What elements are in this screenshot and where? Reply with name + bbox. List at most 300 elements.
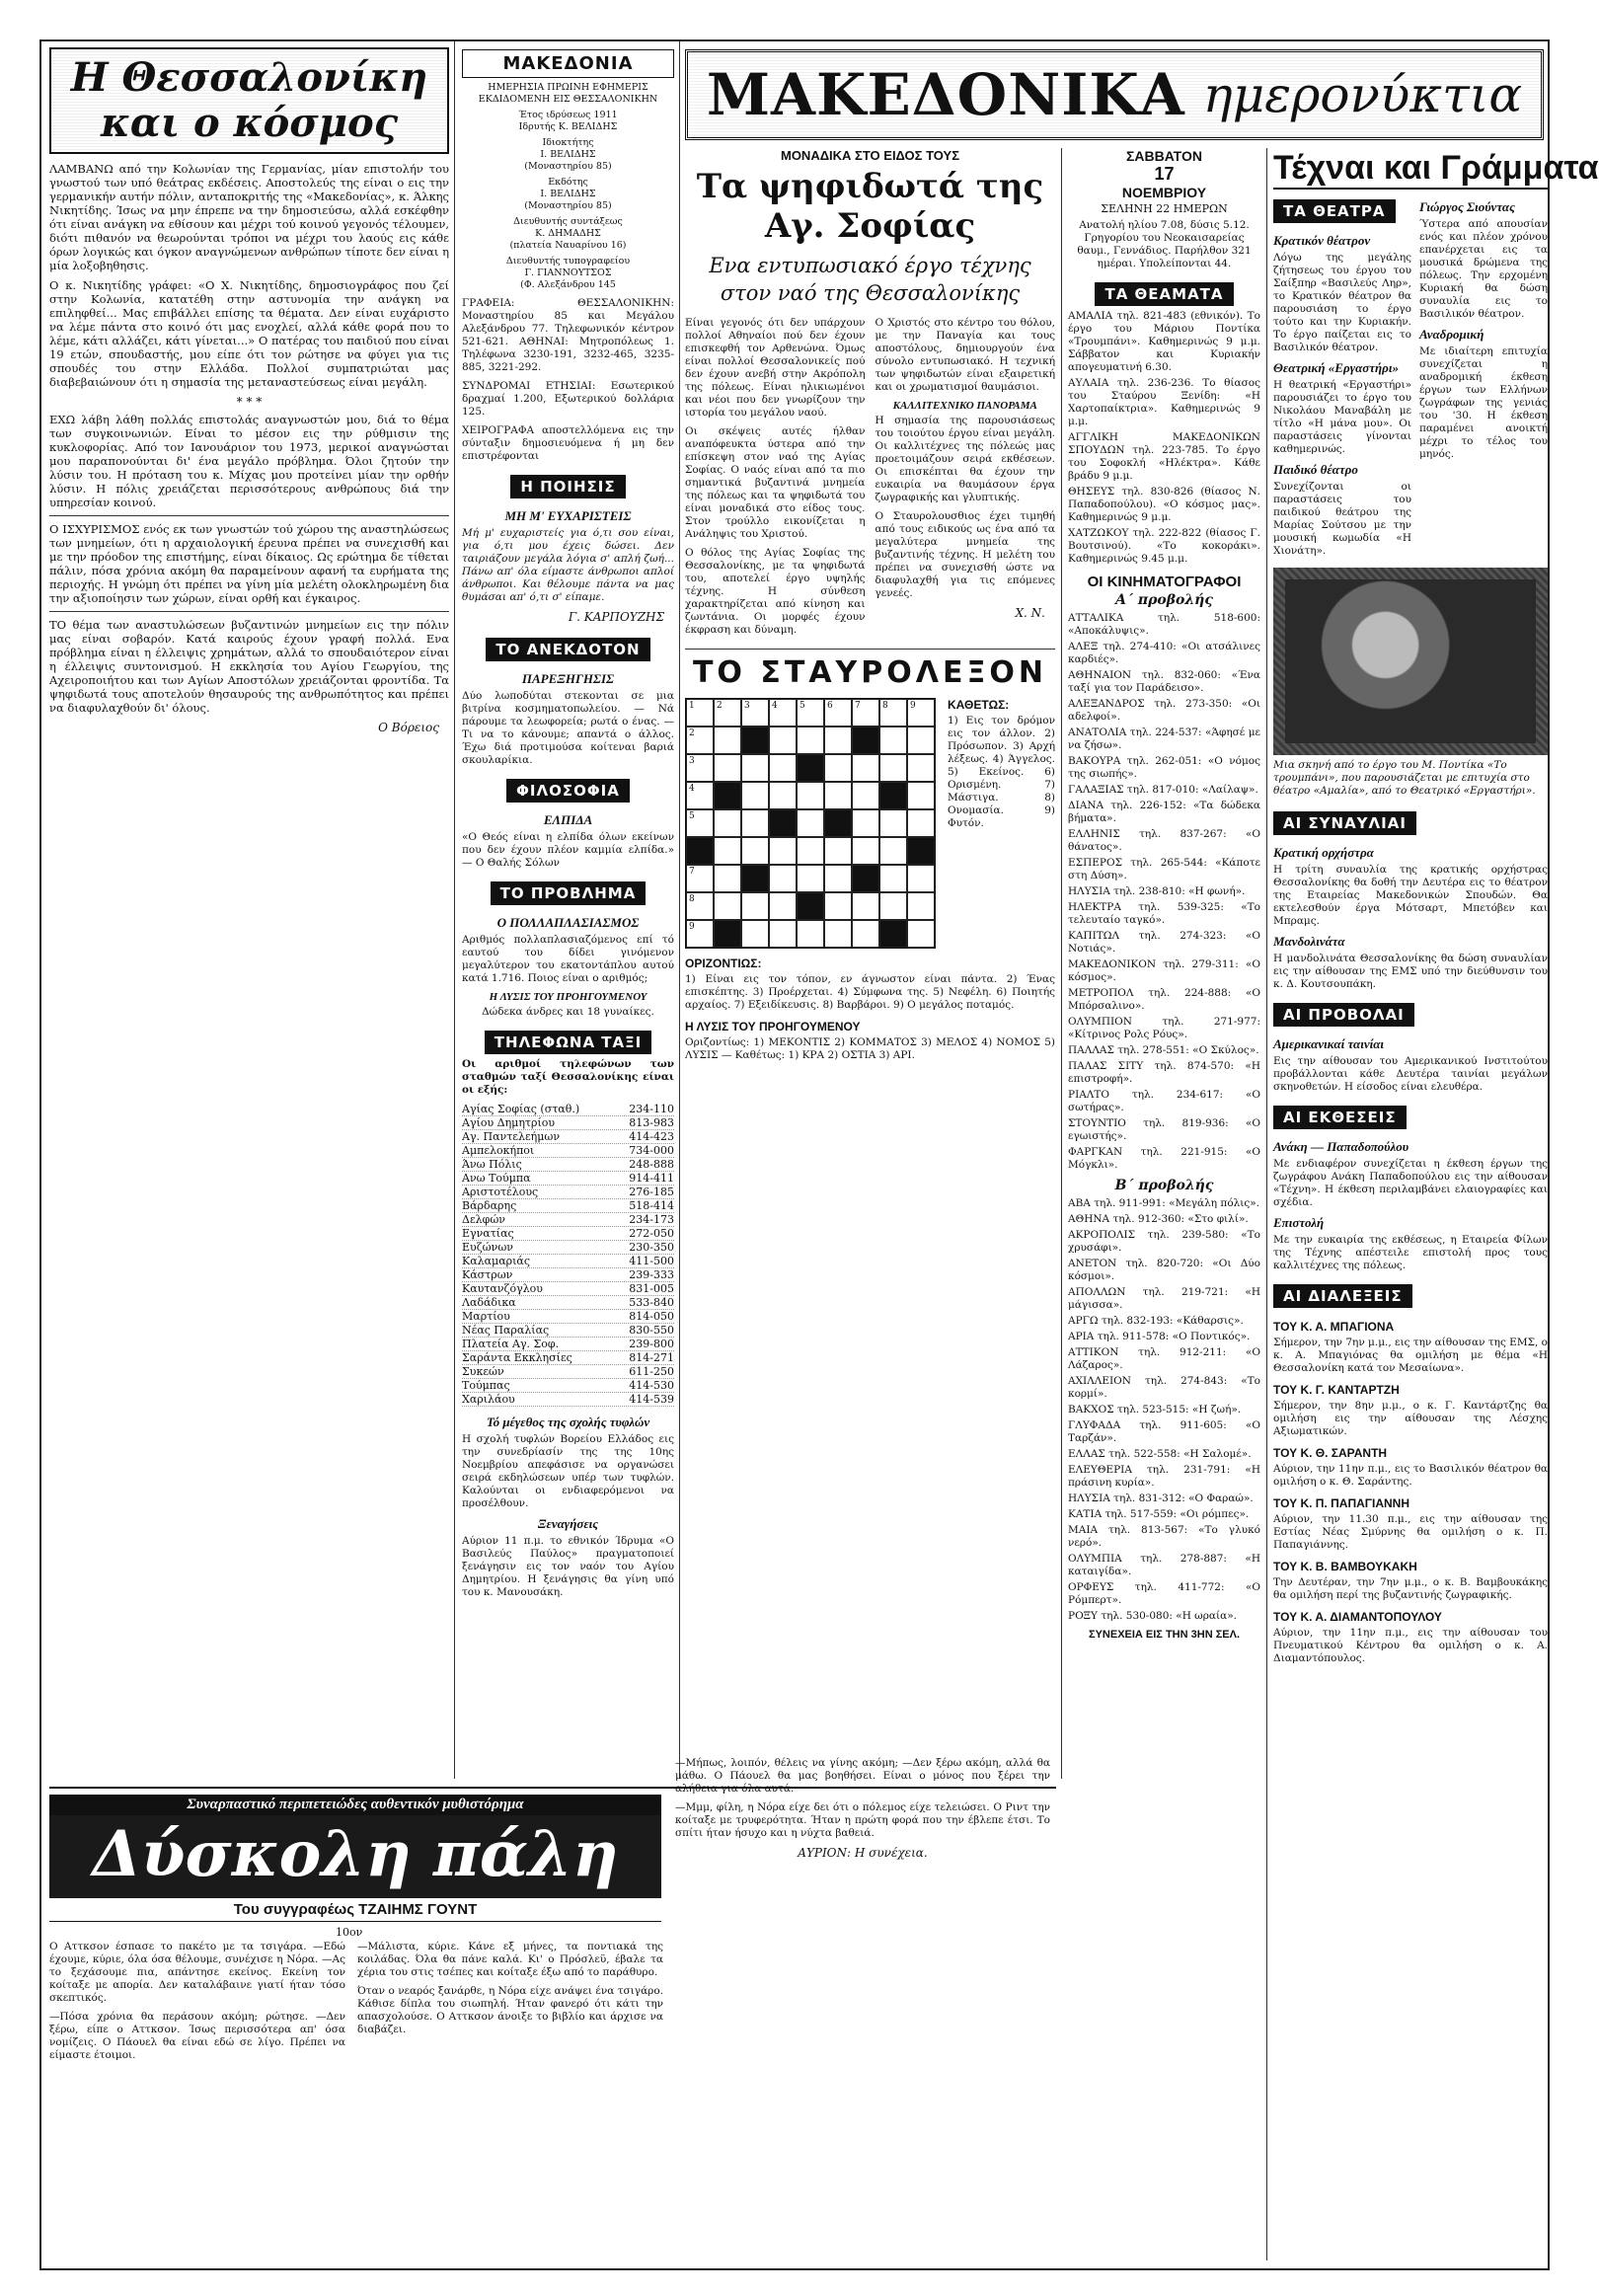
phone-number: 813-983 [629,1116,674,1129]
crossword-number: 2 [689,728,695,738]
moon-phase: ΣΕΛΗΝΗ 22 ΗΜΕΡΩΝ [1101,202,1228,215]
anecdote-title: ΠΑΡΕΞΗΓΗΣΙΣ [521,671,615,686]
article-paragraph: ΛΑΜΒΑΝΩ από την Κολωνίαν της Γερμανίας, μίαν επιστολήν του γνωστού των υπό θεάτρας εκδέσεις. Αποστολεύς της είναι ο εις την γερμανικήν αυτήν πόλιν, ανταποκριτής της «Μακεδονίας», κ. Άλκης Νικητίδης. Ίσως να μην έπρεπε να την δημοσιεύσω, αλλά εσκέφθην ότι είναι ανάγκη να εθίσουν και μέχρι τού κοινού γεγονός τέλουμεν, διότι πιθανόν να θεωρούνται τρόποι να μέχρι του λαούς εις κάθε όρων λογικώς και όγκον αναγνώμενων ανθρώπων τίποτε δεν είναι η μία λοξοβηθησις. [49,162,449,272]
cinema-listing: ΦΑΡΓΚΑΝ τηλ. 221-915: «Ο Μόγκλι». [1068,1146,1260,1171]
corner-title: Η Θεσσαλονίκη και ο κόσμος [70,54,428,146]
phone-number: 914-411 [629,1172,674,1185]
crossword-cell [714,727,741,754]
crossword-cell [824,920,852,948]
cinema-a-list [1068,612,1260,1172]
masthead-logo-text: ΜΑΚΕΔΟΝΙΑ [502,53,634,74]
crossword-cell [769,727,797,754]
masthead-line: Ι. ΒΕΛΙΔΗΣ [540,149,596,160]
article-author: Χ. Ν. [1015,606,1045,620]
crossword-cell [824,727,852,754]
crossword-black-cell [741,865,769,892]
phone-number: 234-173 [629,1213,674,1226]
crossword-cell [741,920,769,948]
crossword-cell [879,754,907,782]
crossword-black-cell [769,809,797,837]
side-text: Ύστερα από απουσίαν ενός και πλέον χρόνου επανέρχεται εις τα μουσικά δρώμενα της πόλεως. Την ερχομένη Κυριακή θα δώση συναυλία εις το Βασιλικόν θέατρον. [1419,218,1548,320]
crossword-cell [769,920,797,948]
lecture-title: ΤΟΥ Κ. Α. ΜΠΑΓΙΟΝΑ [1273,1320,1395,1334]
crossword-cell [907,920,935,948]
masthead-line: ΗΜΕΡΗΣΙΑ ΠΡΩΙΝΗ ΕΦΗΜΕΡΙΣ [488,82,648,93]
phone-row [462,1351,674,1365]
cinema-listing: ΑΤΤΑΛΙΚΑ τηλ. 518-600: «Αποκάλυψις». [1068,612,1260,637]
lectures-box: ΑΙ ΔΙΑΛΕΞΕΙΣ [1273,1284,1412,1308]
philosophy-text: «Ο Θεός είναι η ελπίδα όλων εκείνων που δεν έχουν πλέον καμμία ελπίδα.» — Ο Θαλής Σόλων [462,831,674,869]
masthead-line: Έτος ιδρύσεως 1911 [518,110,618,120]
phone-number: 239-800 [629,1338,674,1350]
crossword-cell [686,920,714,948]
phone-name: Αγίου Δημητρίου [462,1116,556,1129]
crossword-cell [797,782,824,809]
corner-title-box [49,47,449,154]
crossword-number: 6 [827,701,833,711]
crossword-black-cell [824,809,852,837]
continue-note: ΣΥΝΕΧΕΙΑ ΕΙΣ ΤΗΝ 3ΗΝ ΣΕΛ. [1088,1629,1241,1641]
phone-number: 230-350 [629,1241,674,1254]
crossword-cell [824,892,852,920]
phone-name: Αγ. Παντελεήμων [462,1130,561,1143]
xenagisi-title: Ξεναγήσεις [537,1516,599,1531]
cinema-listing: ΓΑΛΑΞΙΑΣ τηλ. 817-010: «Λαίλαψ». [1068,784,1258,796]
phone-number: 533-840 [629,1296,674,1309]
cinema-listing: ΑΡΓΩ τηλ. 832-193: «Κάθαρσις». [1068,1315,1244,1327]
masthead-line: Κ. ΔΗΜΑΔΗΣ [535,228,601,239]
vertical-clues: 1) Εις τον δρόμον εις τον άλλον. 2) Πρόσωπον. 3) Αρχή λέξεως. 4) Άγγελος. 5) Εκείνος. 6) Ορισμένη. 7) Μάστιγα. 8) Ονομασία. 9) Φυτόν. [948,715,1055,829]
almanac-text: Ανατολή ηλίου 7.08, δύσις 5.12. Γρηγορίου του Νεοκαισαρείας θαυμ., Γεννάδιος. Παρήλθον 321 ημέραι. Υπολείπονται 44. [1077,219,1252,269]
phone-number: 414-530 [629,1379,674,1392]
theatres-heading: ΤΑ ΘΕΑΜΑΤΑ [1095,282,1233,306]
crossword-number: 2 [717,701,723,711]
masthead-line: (Μοναστηρίου 85) [524,161,612,172]
screenings-text: Εις την αίθουσαν του Αμερικανικού Ινστιτούτου προβάλλονται κάθε Δευτέρα ταινίαι μεγάλων σκηνοθετών. Η είσοδος είναι ελευθέρα. [1273,1055,1548,1093]
concert-box: ΑΙ ΣΥΝΑΥΛΙΑΙ [1273,811,1416,835]
crossword-cell [714,809,741,837]
crossword-cell [741,782,769,809]
crossword-cell [907,809,935,837]
column-rule [454,41,455,1779]
epistoli-text: Με την ευκαιρία της εκθέσεως, η Εταιρεία Φίλων της Τέχνης απέστειλε επιστολή προς τους καλλιτέχνες της πόλεως. [1273,1234,1548,1271]
cinema-listing: ΟΛΥΜΠΙΟΝ τηλ. 271-977: «Κίτρινος Ρολς Ρόυς». [1068,1016,1260,1040]
phones-list [462,1103,674,1407]
crossword-cell [686,754,714,782]
phone-row [462,1213,674,1227]
screenings-box: ΑΙ ΠΡΟΒΟΛΑΙ [1273,1003,1414,1027]
masthead-line: Εκδότης [548,177,588,188]
crossword-cell [879,892,907,920]
crossword-cell [824,837,852,865]
cinema-listing: ΚΑΤΙΑ τηλ. 517-559: «Οι ρόμπες». [1068,1508,1250,1520]
phone-row [462,1268,674,1282]
cinema-listing: ΜΑΚΕΔΟΝΙΚΟΝ τηλ. 279-311: «Ο κόσμος». [1068,958,1260,983]
phone-number: 611-250 [629,1365,674,1378]
crossword-black-cell [907,837,935,865]
serial-title: Δύσκολη πάλη [92,1817,619,1891]
crossword-black-cell [797,892,824,920]
column-hagia-sophia [685,148,1055,1779]
phone-row [462,1116,674,1130]
cinema-listing: ΗΛΕΚΤΡΑ τηλ. 539-325: «Το τελευταίο ταγκό». [1068,901,1260,926]
prev-solution: Οριζοντίως: 1) ΜΕΚΟΝΤΙΣ 2) ΚΟΜΜΑΤΟΣ 3) ΜΕΛΟΣ 4) ΝΟΜΟΣ 5) ΛΥΣΙΣ — Καθέτως: 1) ΚΡΑ 2) ΟΣΤΙΑ 3) ΑΡΙ. [685,1036,1055,1061]
phone-number: 234-110 [629,1103,674,1115]
masthead-line: Ι. ΒΕΛΙΔΗΣ [540,189,596,199]
crossword-cell [769,865,797,892]
phone-name: Άνω Πόλις [462,1158,522,1171]
theatre-photo [1273,568,1548,755]
crossword-cell [852,920,879,948]
phone-row [462,1379,674,1393]
crossword-black-cell [879,920,907,948]
poem-author: Γ. ΚΑΡΠΟΥΖΗΣ [568,610,664,624]
problem-text: Αριθμός πολλαπλασιαζόμενος επί τό εαυτού του δίδει γινόμενον μεγαλύτερον του εκατοντάπλου αυτού κατά 1.716. Ποιος είναι ο αριθμός; [462,934,674,984]
column-rule [1266,148,1267,2260]
exhibitions-box: ΑΙ ΕΚΘΕΣΕΙΣ [1273,1106,1407,1129]
kallitechniko-title: ΚΑΛΛΙΤΕΧΝΙΚΟ ΠΑΝΟΡΑΜΑ [892,400,1037,412]
anadromiki-text: Με ιδιαίτερη επιτυχία συνεχίζεται η αναδρομική έκθεση έργων των Ελλήνων ζωγράφων της γενιάς του '30. Η έκθεση παραμένει ανοικτή μέχρι το τέλος του μηνός. [1419,345,1548,460]
phone-number: 518-414 [629,1199,674,1212]
crossword-cell [686,727,714,754]
cinema-listing: ΓΛΥΦΑΔΑ τηλ. 911-605: «Ο Ταρζάν». [1068,1419,1260,1444]
crossword-cell [797,699,824,727]
cinema-listing: ΜΕΤΡΟΠΟΛ τηλ. 224-888: «Ο Μπόρσαλινο». [1068,987,1260,1012]
cinema-listing: ΑΠΟΛΛΩΝ τηλ. 219-721: «Η μάγισσα». [1068,1286,1260,1311]
crossword-black-cell [714,920,741,948]
phone-row [462,1338,674,1351]
crossword-number: 8 [882,701,888,711]
poem-text: Μή μ' ευχαριστείς για ό,τι σου είναι, για ό,τι μου έχεις δώσει. Δεν ταιριάζουν μεγάλα λόγια σ' απλή ζωή... Πάνω απ' όλα είμαστε άνθρωποι απλοί άνθρωποι. Και θέλουμε πάντα να μας θυμάσαι απ' ό,τι σ' είπαμε. [462,527,674,603]
phone-row [462,1186,674,1199]
phone-name: Λαδάδικα [462,1296,516,1309]
serial-title-box [49,1815,661,1898]
article-paragraph: ΕΧΩ λάβη λάθη πολλάς επιστολάς αναγνωστών μου, διά το θέμα των συγκοινωνιών. Είναι το μέσον εις την ρύθμισιν της κυκλοφορίας. Από τον Ιανουάριον του 1973, μερικοί αναγνώσται μου παραπονούνται δι' ένα μεγάλο πρόβλημα. Όλοι ζητούν την λύσιν του. Η πρόταση του κ. Μίχας μου προτείνει μίαν την ορθήν λύσιν. Η πόλις χρειάζεται περισσότερους ανθρώπους διά την υπηρεσίαν κοινού. [49,413,449,509]
banner-title-main: ΜΑΚΕΔΟΝΙΚΑ [706,61,1185,128]
lecture-text: Την Δευτέραν, την 7ην μ.μ., ο κ. Β. Βαμβουκάκης θα ομιλήση περί της βυζαντινής ζωγραφικής. [1273,1576,1548,1601]
lecture-title: ΤΟΥ Κ. Β. ΒΑΜΒΟΥΚΑΚΗ [1273,1560,1417,1573]
crossword-cell [907,727,935,754]
article-paragraph: Ο Χριστός στο κέντρο του θόλου, με την Παναγία και τους αποστόλους, δημιουργούν ένα σύνολο εντυπωσιακό. Η τεχνική των ψηφιδωτών είναι εξαιρετική και οι χρωματισμοί θαυμάσιοι. [875,317,1055,393]
screenings-sub: Αμερικανικαί ταινίαι [1273,1036,1385,1051]
masthead-line: ΕΚΔΙΔΟΜΕΝΗ ΕΙΣ ΘΕΣΣΑΛΟΝΙΚΗΝ [478,94,658,105]
phone-number: 414-539 [629,1393,674,1406]
cinema-listing: ΕΛΛΑΣ τηλ. 522-558: «Η Σαλομέ». [1068,1448,1252,1460]
poem-title: ΜΗ Μ' ΕΥΧΑΡΙΣΤΕΙΣ [504,508,632,523]
crossword-cell [797,727,824,754]
cinema-listing: ΡΙΑΛΤΟ τηλ. 234-617: «Ο σωτήρας». [1068,1089,1260,1113]
crossword-cell [741,699,769,727]
crossword-number: 4 [772,701,778,711]
masthead-offices: ΓΡΑΦΕΙΑ: ΘΕΣΣΑΛΟΝΙΚΗΝ: Μοναστηρίου 85 και Μεγάλου Αλεξάνδρου 77. Τηλεφωνικόν κέντρον 521-621. ΑΘΗΝΑΙ: Μητροπόλεως 1. Τηλέφωνα 3230-191, 3232-465, 3235-885, 3221-292. [462,297,674,373]
school-title: Τό μέγεθος της σχολής τυφλών [486,1415,650,1429]
horizontal-clues: 1) Είναι εις τον τόπον, εν άγνωστον είναι πάντα. 2) Ένας επισκέπτης. 3) Προέρχεται. 4) Σύμφωνα της. 5) Νεφέλη. 6) Ποιητής αρχαίος. 7) Εξειδίκευσις. 8) Βαρβάροι. 9) Ο μεγάλος ποταμός. [685,973,1055,1011]
crossword-cell [879,699,907,727]
serial-paragraph: Όταν ο νεαρός ξανάρθε, η Νόρα είχε ανάψει ένα τσιγάρο. Κάθισε δίπλα του σιωπηλή. Ήταν φανερό ότι κάτι την απασχολούσε. Ο Αττκσον άνοιξε το βιβλίο και άρχισε να διαβάζει. [357,1985,663,2035]
cinema-listing: ΑΛΕΞ τηλ. 274-410: «Οι ατσάλινες καρδιές». [1068,641,1260,665]
phone-number: 814-050 [629,1310,674,1323]
lecture-text: Σήμερον, την 7ην μ.μ., εις την αίθουσαν της ΕΜΣ, ο κ. Α. Μπαγιόνας θα ομιλήση με θέμα «Η Θεσσαλονίκη κατά τον Μεσαίωνα». [1273,1337,1549,1374]
phone-row [462,1310,674,1324]
cinema-heading: ΟΙ ΚΙΝΗΜΑΤΟΓΡΑΦΟΙ [1087,574,1242,590]
crossword-cell [741,892,769,920]
anecdote-text: Δύο λωποδύται στεκονται σε μια βιτρίνα κοσμηματοπωλείου. — Νά πάρουμε τα λεωφορεία; ρωτά ο ένας. — Τι να το κάνουμε; απαντά ο άλλος. Έχω διά προτιμούσα κοίτεναι βαριά σκουλαρίκια. [462,690,674,766]
date-num: 17 [1154,164,1175,184]
poetry-heading: Η ΠΟΙΗΣΙΣ [510,475,625,498]
phone-row [462,1172,674,1186]
theatre-text3: Συνεχίζονται οι παραστάσεις του παιδικού θεάτρου της Μαρίας Σούτσου με την μουσική κωμωδία «Η Χιονάτη». [1273,481,1411,557]
crossword-cell [714,892,741,920]
cinema-listing: ΟΡΦΕΥΣ τηλ. 411-772: «Ο Ρόμπερτ». [1068,1581,1260,1606]
cinema-listing: ΑΒΑ τηλ. 911-991: «Μεγάλη πόλις». [1068,1197,1260,1209]
crossword-number: 3 [689,756,695,766]
theatre-sub: Κρατικόν θέατρον [1273,233,1371,248]
cinema-a-title: Α΄ προβολής [1115,592,1213,608]
theatre-listing: ΧΑΤΖΩΚΟΥ τηλ. 222-822 (θίασος Γ. Βουτσινού). «Το κοκοράκι». Καθημερινώς 9.45 μ.μ. [1068,527,1260,565]
crossword-black-cell [741,727,769,754]
cinema-listing: ΗΛΥΣΙΑ τηλ. 238-810: «Η φωνή». [1068,885,1246,897]
problem-heading: ΤΟ ΠΡΟΒΛΗΜΑ [491,881,647,905]
serial-tomorrow: ΑΥΡΙΟΝ: Η συνέχεια. [798,1846,928,1860]
philosophy-title: ΕΛΠΙΔΑ [543,812,593,827]
phones-intro: Οι αριθμοί τηλεφώνων των σταθμών ταξί Θεσσαλονίκης είναι οι εξής: [462,1058,674,1096]
cinema-b-list [1068,1197,1260,1623]
cinema-listing: ΜΑΙΑ τηλ. 813-567: «Το γλυκό νερό». [1068,1524,1260,1549]
serial-paragraph: —Μήπως, λοιπόν, θέλεις να γίνης ακόμη; —Δεν ξέρω ακόμη, αλλά θα μάθω. Ο Πάουελ θα μας βοηθήσει. Είναι ο μόνος που ξέρει την αλήθεια για όλα αυτά. [675,1757,1050,1795]
crossword-cell [824,865,852,892]
article-paragraph: Ο κ. Νικητίδης γράφει: «Ο Χ. Νικητίδης, δημοσιογράφος που ζεί στην Κολωνία, κατατέθη στην αστυνομία την ανάγκη να επιληφθεί... Μας επιβάλλει επίσης τα θέματα. Δεν είναι ευχάριστο να λέμε πάντα στο κοινό ότι μας ενοχλεί, αλλά κάθε φορά που το λέμε, κάτι αλλάζει, κάτι γίνεται...» Ο πατέρας του παιδιού που είναι 19 ετών, σπουδαστής, μου είπε ότι τον ρώτησε να φύγει για τις σπουδές του στην Ελλάδα. Πολλοί συμπατριώται μας διαβεβαιώνουν ότι η σημασία της μεταναστεύσεως είναι μεγάλη. [49,278,449,389]
phone-name: Νέας Παραλίας [462,1324,550,1337]
cinema-listing: ΑΡΙΑ τηλ. 911-578: «Ο Ποντικός». [1068,1331,1251,1342]
crossword-cell [907,892,935,920]
banner [685,49,1544,140]
crossword-cell [824,782,852,809]
school-text: Η σχολή τυφλών Βορείου Ελλάδος εις την συνεδρίασίν της της 10ης Νοεμβρίου απεφάσισε να οργανώσει σειρά εκδηλώσεων υπέρ των τυφλών. Καλούνται οι ενδιαφερόμενοι να προσέλθουν. [462,1433,674,1509]
phone-name: Αριστοτέλους [462,1186,539,1198]
column-arts-letters [1273,148,1599,2260]
masthead-line: Διευθυντής συντάξεως [513,216,623,227]
theatre-listing: ΑΥΛΑΙΑ τηλ. 236-236. Το θίασος του Σταύρου Ξενίδη: «Η Χαρτοπαίκτρια». Καθημερινώς 9 μ.μ. [1068,377,1260,427]
theatre-sub3: Παιδικό θέατρο [1273,462,1358,477]
phone-number: 831-005 [629,1282,674,1295]
anecdote-heading: ΤΟ ΑΝΕΚΔΟΤΟΝ [486,638,649,661]
cinema-listing: ΑΧΙΛΛΕΙΟΝ τηλ. 274-843: «Το κορμί». [1068,1375,1260,1400]
side-author: Γιώργος Σιούντας [1419,199,1515,214]
separator-stars: * * * [236,395,263,409]
serial-paragraph: —Πόσα χρόνια θα περάσουν ακόμη; ρώτησε. —Δεν ξέρω, είπε ο Αττκσον. Ίσως περισσότερα απ' όσα νομίζεις. Ο Πάουελ θα είναι εδώ σε λίγο. Πρέπει να είμαστε έτοιμοι. [49,2011,345,2061]
crossword-cell [907,782,935,809]
lecture-title: ΤΟΥ Κ. Θ. ΣΑΡΑΝΤΗ [1273,1446,1388,1460]
lecture-title: ΤΟΥ Κ. Α. ΔΙΑΜΑΝΤΟΠΟΥΛΟΥ [1273,1610,1442,1624]
phone-row [462,1282,674,1296]
mandolinata-title: Μανδολινάτα [1273,934,1345,949]
horizontal-clues-title: ΟΡΙΖΟΝΤΙΩΣ: [685,957,762,970]
article-headline: Τα ψηφιδωτά της Αγ. Σοφίας [696,167,1044,246]
phone-name: Δελφών [462,1213,505,1226]
crossword-black-cell [714,782,741,809]
phone-number: 734-000 [629,1144,674,1157]
phone-name: Εγνατίας [462,1227,514,1240]
lecture-text: Σήμερον, την 8ην μ.μ., ο κ. Γ. Καντάρτζης θα ομιλήση εις την αίθουσαν της Λέσχης Αξιωματικών. [1273,1400,1548,1437]
divider [49,611,449,612]
kallitechniko-text: Η σημασία της παρουσιάσεως του τοιούτου έργου είναι μεγάλη. Οι καλλιτέχνες της πόλεώς μας προετοιμάζουν σειρά εκθέσεων. Οι επισκέπται θα έχουν την ευκαιρία να θαυμάσουν έργα ζωγραφικής και γλυπτικής. [875,415,1055,503]
column-rule [679,41,680,1779]
crossword-cell [741,754,769,782]
article-subhead: Ενα εντυπωσιακό έργο τέχνης στον ναό της Θεσσαλονίκης [709,254,1031,305]
crossword-cell [824,754,852,782]
article-paragraph: ΤΟ θέμα των αναστυλώσεων βυζαντινών μνημείων εις την πόλιν μας είναι σοβαρόν. Κατά καιρούς έχουν γραφή πολλά. Ενα πρόβλημα είναι η έλλειψις χρημάτων, αλλά το σπουδαιότερον είναι η έλλειψις συντονισμού. Η εκκλησία του Αγίου Γεωργίου, της Αχειροποιήτου και των Αγίων Αποστόλων χρειάζονται φροντίδα. Τα ψηφιδωτά τους αποτελούν θησαυρούς της ανθρωπότητος και πρέπει να διαφυλαχθούν δι' όλους. [49,618,449,715]
phone-row [462,1103,674,1116]
column-masthead-misc [462,41,674,1779]
cinema-listing: ΑΚΡΟΠΟΛΙΣ τηλ. 239-580: «Το χρυσάφι». [1068,1229,1260,1254]
cinema-listing: ΠΑΛΛΑΣ τηλ. 278-551: «Ο Σκύλος». [1068,1044,1259,1056]
crossword-cell [824,699,852,727]
problem-title: Ο ΠΟΛΛΑΠΛΑΣΙΑΣΜΟΣ [496,915,640,930]
phone-name: Κάστρων [462,1268,513,1281]
cinema-listing: ΟΛΥΜΠΙΑ τηλ. 278-887: «Η καταιγίδα». [1068,1553,1260,1577]
crossword-cell [852,699,879,727]
crossword-cell [879,837,907,865]
lecture-text: Αύριον, την 11ην π.μ., εις την αίθουσαν του Πνευματικού Κέντρου θα ομιλήση ο κ. Α. Διαμαντόπουλος. [1273,1627,1548,1664]
theatres-list [1068,310,1260,566]
cinema-listing: ΑΘΗΝΑ τηλ. 912-360: «Στο φιλί». [1068,1213,1249,1225]
crossword-cell [852,809,879,837]
cinema-listing: ΚΑΠΙΤΩΛ τηλ. 274-323: «Ο Νοτιάς». [1068,930,1260,955]
crossword-cell [907,699,935,727]
crossword-black-cell [797,754,824,782]
cinema-listing: ΑΤΤΙΚΟΝ τηλ. 912-211: «Ο Λάζαρος». [1068,1346,1260,1371]
lectures-list [1273,1320,1548,1665]
cinema-listing: ΑΛΕΞΑΝΔΡΟΣ τηλ. 273-350: «Οι αδελφοί». [1068,698,1260,723]
divider [49,515,449,516]
cinema-listing: ΡΟΞΥ τηλ. 530-080: «Η ωραία». [1068,1610,1237,1622]
phone-name: Μαρτίου [462,1310,510,1323]
cinema-listing: ΕΣΠΕΡΟΣ τηλ. 265-544: «Κάποτε στη Δύση». [1068,857,1260,881]
article-paragraph: Ο ΙΣΧΥΡΙΣΜΟΣ ενός εκ των γνωστών τού χώρου της αναστηλώσεως των μνημείων, ότι η αρχαιολογική έρευνα πρέπει να συνεχισθή και με την πρόοδον της επιστήμης, είναι δίκαιος. Ως ερώτημα δε τίθεται πάλιν, πόσα χρόνια ακόμη θα παραμείνουν αφανή τα ευρήματα της περιοχής. Η γνώμη ότι πρέπει να γίνη μία μελέτη ολοκληρωμένη δια την αξιοποίησιν των χώρων, είναι ορθή και έγκαιρος. [49,522,449,605]
phone-number: 411-500 [629,1255,674,1267]
crossword-black-cell [879,782,907,809]
phone-name: Αμπελοκήποι [462,1144,535,1157]
crossword-black-cell [686,837,714,865]
cinema-listing: ΣΤΟΥΝΤΙΟ τηλ. 819-936: «Ο εγωιστής». [1068,1117,1260,1142]
crossword-number: 4 [689,784,695,794]
crossword-number: 7 [855,701,861,711]
crossword-cell [879,809,907,837]
cinema-listing: ΕΛΕΥΘΕΡΙΑ τηλ. 231-791: «Η πράσινη κυρία». [1068,1464,1260,1489]
column-almanac-shows [1068,148,1260,2260]
masthead-line: Γ. ΓΙΑΝΝΟΥΤΣΟΣ [524,268,612,278]
photo-caption: Μια σκηνή από το έργο του Μ. Ποντίκα «Το τρουμπάνι», που παρουσιάζεται με επιτυχία στο θέατρο «Αμαλία», από το Θεατρικό «Εργαστήρι». [1273,759,1536,797]
exhibitions-sub: Ανάκη — Παπαδοπούλου [1273,1139,1409,1154]
phone-name: Αγίας Σοφίας (σταθ.) [462,1103,580,1115]
crossword-cell [769,699,797,727]
phone-name: Ανω Τούμπα [462,1172,531,1185]
phone-number: 814-271 [629,1351,674,1364]
crossword-cell [741,837,769,865]
phone-number: 239-333 [629,1268,674,1281]
date-month: ΝΟΕΜΒΡΙΟΥ [1121,185,1207,200]
lecture-text: Αύριον, την 11ην π.μ., εις το Βασιλικόν θέατρον θα ομιλήση ο κ. Θ. Σαράντης. [1273,1463,1548,1488]
theatre-sub2: Θεατρική «Εργαστήρι» [1273,360,1399,375]
phone-row [462,1393,674,1407]
crossword-number: 8 [689,894,695,904]
masthead-info [462,82,674,291]
phone-name: Συκεών [462,1365,504,1378]
serial-paragraph: —Μμμ, φίλη, η Νόρα είχε δει ότι ο πόλεμος είχε τελειώσει. Ο Ριντ την κοίταξε με τρυφερότητα. Ήταν η πρώτη φορά που την έβλεπε έτσι. Το σπίτι ήταν ήσυχο και η νύχτα βαθειά. [675,1801,1050,1839]
phone-row [462,1241,674,1255]
phone-name: Τούμπας [462,1379,510,1392]
solution-title: Η ΛΥΣΙΣ ΤΟΥ ΠΡΟΗΓΟΥΜΕΝΟΥ [489,991,647,1003]
column-thessaloniki-world [49,41,449,1779]
crossword-cell [686,699,714,727]
theatre-listing: ΘΗΣΕΥΣ τηλ. 830-826 (θίασος Ν. Παπαδοπούλου). «Ο κόσμος μας». Καθημερινώς 9 μ.μ. [1068,486,1260,523]
cinema-listing: ΒΑΚΟΥΡΑ τηλ. 262-051: «Ο νόμος της σιωπής». [1068,755,1260,780]
phone-row [462,1255,674,1268]
serial-section [49,1757,1056,2264]
column-rule [1061,148,1062,1779]
crossword-cell [769,892,797,920]
philosophy-heading: ΦΙΛΟΣΟΦΙΑ [506,779,630,803]
crossword-cell [714,754,741,782]
cinema-listing: ΔΙΑΝΑ τηλ. 226-152: «Τα δώδεκα βήματα». [1068,800,1260,824]
article-paragraph: Ο Σταυρολουσθιος έχει τιμηθή από τους ειδικούς ως ένα από τα μεγαλύτερα μνημεία της βυζαντινής τέχνης. Η μελέτη του πρέπει να συνεχισθή ώστε να διαφυλαχθή για τις επόμενες γενεές. [875,510,1055,599]
crossword-cell [852,754,879,782]
cinema-listing: ΒΑΚΧΟΣ τηλ. 523-515: «Η ζωή». [1068,1404,1242,1416]
serial-paragraph: Ο Αττκσον έσπασε το πακέτο με τα τσιγάρα. —Εδώ έχουμε, κύριε, όλα όσα θέλουμε, συνέχισε η Νόρα. —Ας το ξεχάσουμε πια, απάντησε εκείνος. Εκείνη τον κοίταξε με απορία. Δεν καταλάβαινε γιατί ήταν τόσο σκεπτικός. [49,1941,345,2004]
date-block [1068,148,1260,215]
arts-heading: Τέχναι και Γράμματα [1273,148,1548,190]
phone-row [462,1227,674,1241]
article-kicker: ΜΟΝΑΔΙΚΑ ΣΤΟ ΕΙΔΟΣ ΤΟΥΣ [780,148,960,163]
phone-row [462,1199,674,1213]
crossword-cell [686,809,714,837]
exhibitions-text: Με ενδιαφέρον συνεχίζεται η έκθεση έργων της ζωγράφου Ανάκη Παπαδοπούλου εις την αίθουσαν «Τέχνη». Η έκθεση περιλαμβάνει ελαιογραφίες και σχέδια. [1273,1158,1548,1208]
crossword-cell [769,782,797,809]
crossword-number: 9 [910,701,916,711]
masthead-line: (Φ. Αλεξάνδρου 145 [520,279,616,290]
cinema-listing: ΑΝΕΤΟΝ τηλ. 820-720: «Οι Δύο κόσμοι». [1068,1258,1260,1282]
crossword-cell [769,754,797,782]
crossword-number: 9 [689,922,695,932]
cinema-listing: ΑΘΗΝΑΙΟΝ τηλ. 832-060: «Ένα ταξί για τον Παράδεισο». [1068,669,1260,694]
phone-name: Πλατεία Αγ. Σοφ. [462,1338,560,1350]
crossword-grid [685,698,936,949]
crossword-cell [741,809,769,837]
phone-row [462,1158,674,1172]
article-paragraph: Ο θόλος της Αγίας Σοφίας της Θεσσαλονίκης, με τα ψηφιδωτά του, αποτελεί έργο υψηλής τέχνης. Η σύνθεση χαρακτηρίζεται από κίνηση και ζωντάνια. Οι μορφές έχουν έκφραση και δύναμη. [685,547,866,636]
anadromiki-title: Αναδρομική [1419,327,1485,342]
phone-number: 276-185 [629,1186,674,1198]
lecture-title: ΤΟΥ Κ. Γ. ΚΑΝΤΑΡΤΖΗ [1273,1383,1400,1397]
cinema-listing: ΑΝΑΤΟΛΙΑ τηλ. 224-537: «Άφησέ με να ζήσω». [1068,727,1260,751]
article-paragraph: Οι σκέψεις αυτές ήλθαν αναπόφευκτα ύστερα από την επίσκεψη στον ναό της Αγίας Σοφίας. Ο ναός είναι από τα πιο σημαντικά βυζαντινά μνημεία της πόλεως και τα ψηφιδωτά του είναι μοναδικά στο είδος τους. Στον τρούλλο εικονίζεται η Ανάληψις του Χριστού. [685,425,866,540]
crossword-cell [714,699,741,727]
phone-name: Σαράντα Εκκλησίες [462,1351,572,1364]
banner-title-sub: ημερονύκτια [1202,66,1523,123]
masthead-subscription: ΣΥΝΔΡΟΜΑΙ ΕΤΗΣΙΑΙ: Εσωτερικού δραχμαί 1.200, Εξωτερικού δολλάρια 125. [462,380,674,418]
crossword-number: 3 [744,701,750,711]
phone-name: Καλαμαριάς [462,1255,530,1267]
column-signature: Ο Βόρειος [378,721,439,734]
crossword-number: 7 [689,867,695,877]
theatre-listing: ΑΜΑΛΙΑ τηλ. 821-483 (εθνικόν). Το έργο του Μάριου Ποντίκα «Τρουμπάνι». Καθημερινώς 9 μ.μ. Σάββατον και Κυριακήν απογευματινή 6.30. [1068,310,1260,373]
vertical-clues-title: ΚΑΘΕΤΩΣ: [948,698,1010,712]
cinema-b-title: Β΄ προβολής [1114,1178,1214,1193]
crossword-number: 5 [689,811,695,821]
crossword-cell [769,837,797,865]
cinema-listing: ΕΛΛΗΝΙΣ τηλ. 837-267: «Ο θάνατος». [1068,828,1260,853]
crossword-cell [852,892,879,920]
